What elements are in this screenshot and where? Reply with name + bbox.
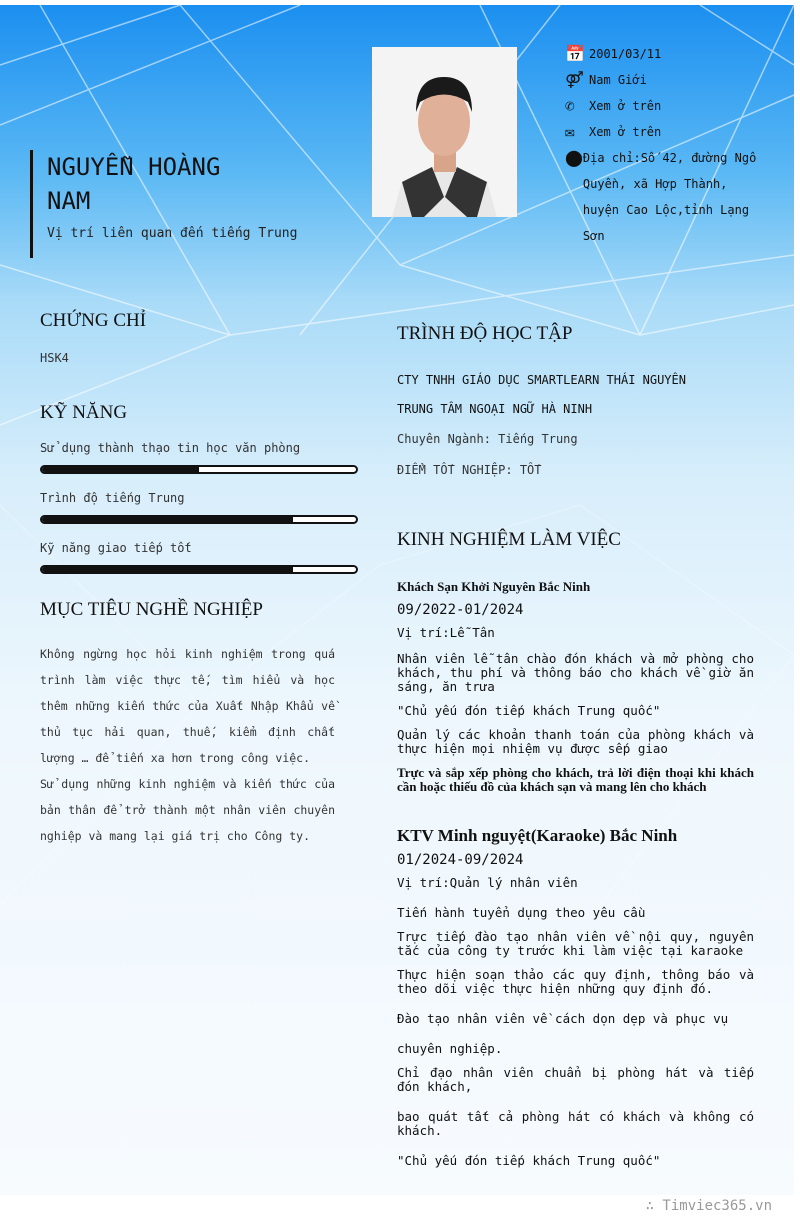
job-entry [397, 580, 754, 794]
address: Địa chỉ:Số 42, đường Ngô Quyền, xã Hợp Thành, huyện Cao Lộc,tỉnh Lạng Sơn [582, 151, 757, 243]
objective-text [40, 641, 335, 849]
phone: Xem ở trên [589, 99, 662, 113]
cv-page [0, 5, 794, 1195]
map-pin-icon: ⬤ [565, 148, 583, 167]
school-name: TRUNG TÂM NGOẠI NGỮ HÀ NINH [397, 402, 593, 416]
job-duty: Đào tạo nhân viên về cách dọn dẹp và phục vụ [397, 1011, 729, 1026]
job-duty: Chỉ đạo nhân viên chuẩn bị phòng hát và tiếp đón khách, [397, 1065, 754, 1094]
skill-bar [40, 465, 358, 474]
job-duty: Thực hiện soạn thảo các quy định, thông báo và theo dõi việc thực hiện những quy định đó. [397, 967, 754, 996]
skill-bar [40, 565, 358, 574]
company-name: KTV Minh nguyệt(Karaoke) Bắc Ninh [397, 826, 678, 845]
school-name: CTY TNHH GIÁO DỤC SMARTLEARN THÁI NGUYÊN [397, 373, 686, 387]
job-entry [397, 827, 754, 1168]
job-role: Vị trí:Lễ Tân [397, 625, 495, 640]
envelope-icon: ✉ [565, 122, 575, 141]
objective-paragraph: Không ngừng học hỏi kinh nghiệm trong quá trình làm việc thực tế, tìm hiểu và học thêm những kiến thức của Xuất Nhập Khẩu về thủ tục hải quan, thuế, kiểm định chất lượng … để tiến xa hơn trong công việc. [40, 647, 335, 765]
job-duty: Nhân viên lễ tân chào đón khách và mở phòng cho khách, thu phí và thông báo cho khách về giờ ăn sáng, ăn trưa [397, 651, 754, 694]
job-duty: Quản lý các khoản thanh toán của phòng khách và thực hiện mọi nhiệm vụ được sếp giao [397, 727, 754, 756]
job-period: 01/2024-09/2024 [397, 852, 524, 868]
footer-brand: ∴ Timviec365.vn [645, 1198, 772, 1214]
job-duty: chuyên nghiệp. [397, 1041, 503, 1056]
certificate-item: HSK4 [40, 351, 69, 365]
skill-label: Kỹ năng giao tiếp tốt [40, 541, 192, 555]
gender-icon: ⚤ [565, 70, 584, 89]
company-name: Khách Sạn Khởi Nguyên Bắc Ninh [397, 579, 591, 594]
desired-position: Vị trí liên quan đến tiếng Trung [47, 226, 298, 241]
skill-label: Trình độ tiếng Trung [40, 491, 185, 505]
skill-bar [40, 515, 358, 524]
job-period: 09/2022-01/2024 [397, 602, 524, 618]
gender: Nam Giới [589, 73, 647, 87]
graduation-grade: ĐIỂM TỐT NGHIỆP: TỐT [397, 463, 542, 477]
name-block [30, 150, 297, 258]
profile-photo [372, 47, 517, 217]
job-duty: Tiến hành tuyển dụng theo yêu cầu [397, 905, 646, 920]
certificates-heading: CHỨNG CHỈ [40, 310, 147, 331]
skill-label: Sử dụng thành thạo tin học văn phòng [40, 441, 301, 455]
address-row [565, 149, 765, 249]
contact-info [565, 45, 765, 249]
candidate-name: NGUYỄN HOÀNG NAM [47, 153, 221, 215]
email: Xem ở trên [589, 125, 662, 139]
education-heading: TRÌNH ĐỘ HỌC TẬP [397, 323, 573, 344]
phone-icon: ✆ [565, 96, 575, 115]
job-duty: Trực và sắp xếp phòng cho khách, trả lời điện thoại khi khách cần hoặc thiếu đồ của khách sạn và mang lên cho khách [397, 765, 754, 794]
job-role: Vị trí:Quản lý nhân viên [397, 875, 578, 890]
job-duty: "Chủ yếu đón tiếp khách Trung quốc" [397, 1153, 661, 1168]
objective-heading: MỤC TIÊU NGHỀ NGHIỆP [40, 599, 263, 620]
job-duty: Trực tiếp đào tạo nhân viên về nội quy, nguyên tắc của công ty trước khi làm việc tại karaoke [397, 929, 754, 958]
objective-paragraph: Sử dụng những kinh nghiệm và kiến thức của bản thân để trở thành một nhân viên chuyên nghiệp và mang lại giá trị cho Công ty. [40, 777, 335, 843]
job-duty: bao quát tất cả phòng hát có khách và không có khách. [397, 1109, 754, 1138]
major: Chuyên Ngành: Tiếng Trung [397, 432, 578, 446]
birthday: 2001/03/11 [589, 47, 662, 61]
job-duty: "Chủ yếu đón tiếp khách Trung quốc" [397, 703, 661, 718]
skills-heading: KỸ NĂNG [40, 402, 128, 423]
calendar-icon: 📅 [565, 44, 585, 63]
experience-heading: KINH NGHIỆM LÀM VIỆC [397, 529, 621, 550]
